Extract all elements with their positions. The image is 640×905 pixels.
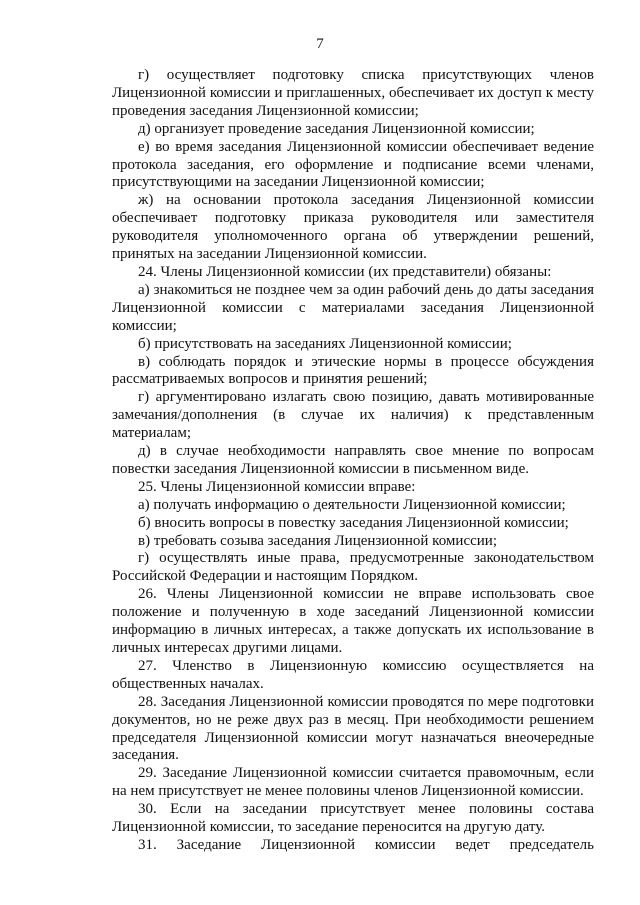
paragraph-23-g: г) осуществляет подготовку списка присутствующих членов Лицензионной комиссии и приглашенных, обеспечивает их доступ к месту проведения заседания Лицензионной комиссии; xyxy=(112,67,594,119)
paragraph-24-d: д) в случае необходимости направлять свое мнение по вопросам повестки заседания Лицензионной комиссии в письменном виде. xyxy=(112,443,594,477)
paragraph-25-a: а) получать информацию о деятельности Лицензионной комиссии; xyxy=(138,496,566,513)
paragraph-30: 30. Если на заседании присутствует менее половины состава Лицензионной комиссии, то заседание переносится на другую дату. xyxy=(112,801,594,836)
paragraph-24-b: б) присутствовать на заседаниях Лицензионной комиссии; xyxy=(138,335,512,352)
paragraph-25-b: б) вносить вопросы в повестку заседания Лицензионной комиссии; xyxy=(138,514,569,531)
paragraph-24: 24. Члены Лицензионной комиссии (их представители) обязаны: xyxy=(138,263,552,280)
paragraph-25-g: г) осуществлять иные права, предусмотренные законодательством Российской Федерации и настоящим Порядком. xyxy=(112,550,594,585)
paragraph-24-v: в) соблюдать порядок и этические нормы в процессе обсуждения рассматриваемых вопросов и принятия решений; xyxy=(112,353,594,388)
paragraph-27: 27. Членство в Лицензионную комиссию осуществляется на общественных началах. xyxy=(112,657,594,692)
paragraph-24-a: а) знакомиться не позднее чем за один рабочий день до даты заседания Лицензионной комиссии с материалами заседания Лицензионной комиссии; xyxy=(112,281,594,334)
paragraph-26: 26. Члены Лицензионной комиссии не вправе использовать свое положение и полученную в ходе заседаний Лицензионной комиссии информацию в личных интересах, а также допускать их использование в личных интересах другими лицами. xyxy=(112,586,594,656)
document-body xyxy=(112,67,594,855)
paragraph-24-g: г) аргументировано излагать свою позицию, давать мотивированные замечания/дополнения (в случае их наличия) к представленным материалам; xyxy=(112,389,594,442)
paragraph-23-zh: ж) на основании протокола заседания Лицензионной комиссии обеспечивает подготовку приказа руководителя или заместителя руководителя уполномоченного органа об утверждении решений, принятых на заседании Лицензионной комиссии. xyxy=(112,192,594,263)
paragraph-29: 29. Заседание Лицензионной комиссии считается правомочным, если на нем присутствует не менее половины членов Лицензионной комиссии. xyxy=(112,765,594,800)
paragraph-23-e: е) во время заседания Лицензионной комиссии обеспечивает ведение протокола заседания, его оформление и подписание всеми членами, присутствующими на заседании Лицензионной комиссии; xyxy=(112,138,594,191)
paragraph-25-v: в) требовать созыва заседания Лицензионной комиссии; xyxy=(138,532,497,549)
page-number: 7 xyxy=(316,36,324,52)
paragraph-28: 28. Заседания Лицензионной комиссии проводятся по мере подготовки документов, но не реже двух раз в месяц. При необходимости решением председателя Лицензионной комиссии могут назначаться внеочередные заседания. xyxy=(112,693,594,764)
paragraph-25: 25. Члены Лицензионной комиссии вправе: xyxy=(138,478,416,495)
paragraph-31: 31. Заседание Лицензионной комиссии ведет председатель xyxy=(138,836,594,853)
paragraph-23-d: д) организует проведение заседания Лицензионной комиссии; xyxy=(138,120,535,137)
